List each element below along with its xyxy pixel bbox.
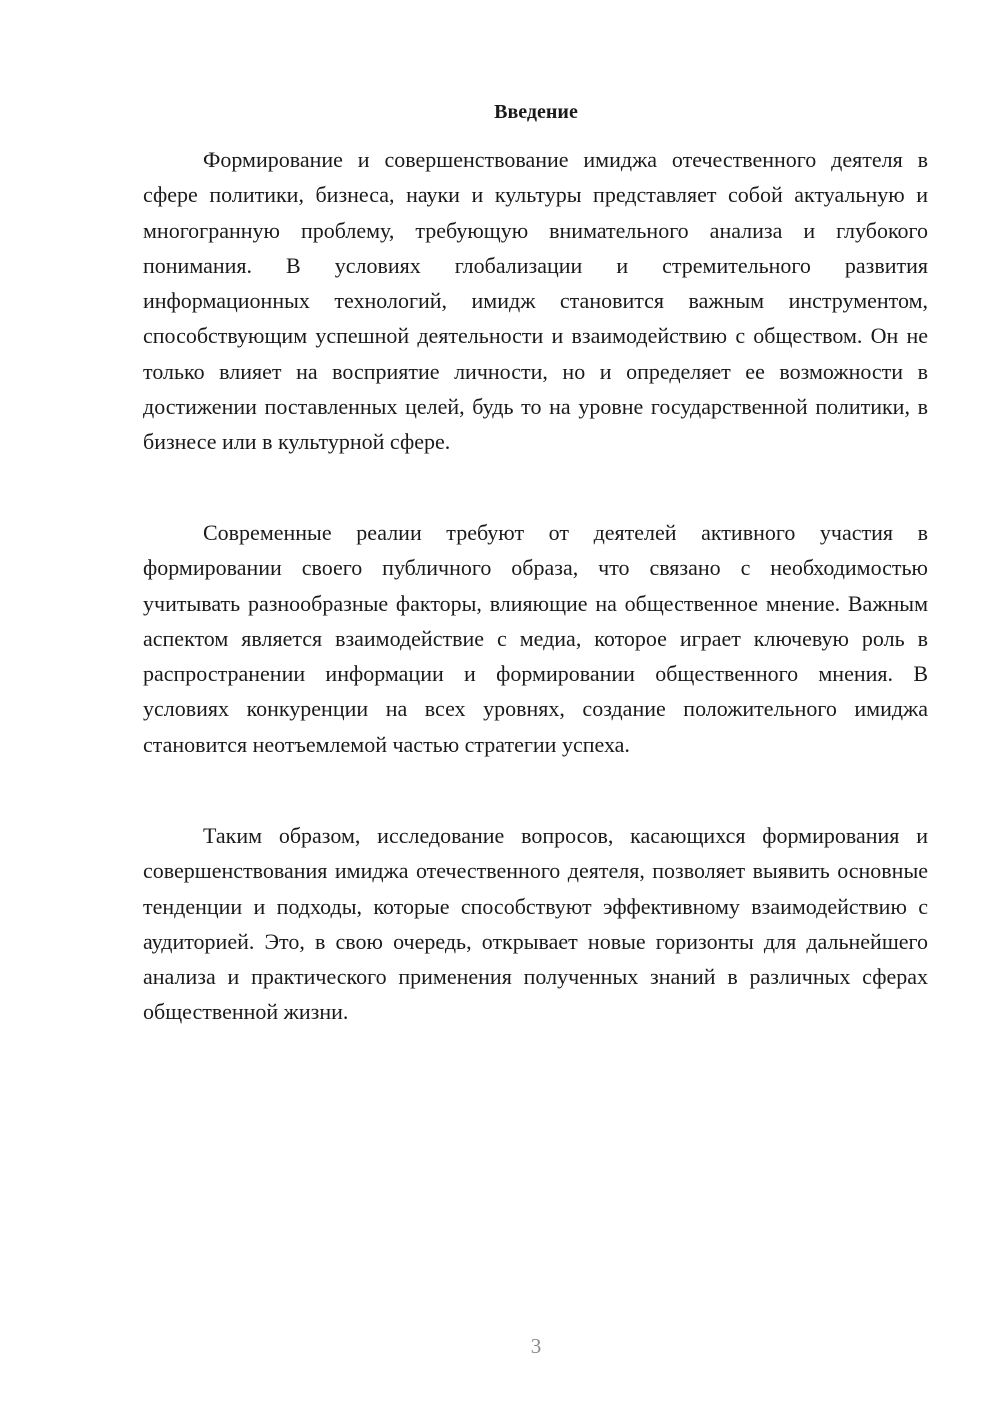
section-title: Введение (494, 101, 578, 123)
paragraph-1: Формирование и совершенствование имиджа отечественного деятеля в сфере политики, бизнеса, науки и культуры представляет собой актуальную и многогранную проблему, требующую внимательного анализа и глубокого понимания. В условиях глобализации и стремительного развития информационных технологий, имидж становится важным инструментом, способствующим успешной деятельности и взаимодействию с обществом. Он не только влияет на восприятие личности, но и определяет ее возможности в достижении поставленных целей, будь то на уровне государственной политики, в бизнесе или в культурной сфере. (143, 147, 928, 455)
paragraph-3: Таким образом, исследование вопросов, касающихся формирования и совершенствования имиджа отечественного деятеля, позволяет выявить основные тенденции и подходы, которые способствуют эффективному взаимодействию с аудиторией. Это, в свою очередь, открывает новые горизонты для дальнейшего анализа и практического применения полученных знаний в различных сферах общественной жизни. (143, 823, 928, 1025)
paragraph-2: Современные реалии требуют от деятелей активного участия в формировании своего публичного образа, что связано с необходимостью учитывать разнообразные факторы, влияющие на общественное мнение. Важным аспектом является взаимодействие с медиа, которое играет ключевую роль в распространении информации и формировании общественного мнения. В условиях конкуренции на всех уровнях, создание положительного имиджа становится неотъемлемой частью стратегии успеха. (143, 520, 928, 757)
page-number: 3 (530, 1334, 542, 1358)
